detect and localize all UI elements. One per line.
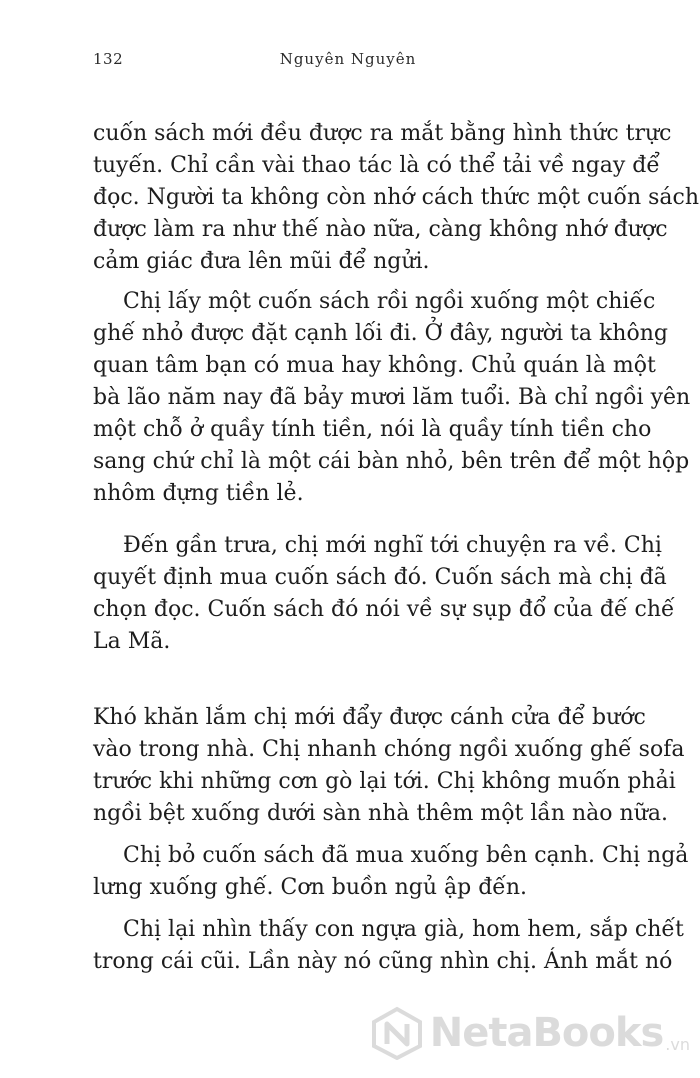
text-line: ghế nhỏ được đặt cạnh lối đi. Ở đây, người ta không — [93, 321, 668, 346]
text-line: nhôm đựng tiền lẻ. — [93, 481, 304, 506]
text-line: Chị lại nhìn thấy con ngựa già, hom hem, sắp chết — [123, 917, 684, 942]
text-line: La Mã. — [93, 629, 171, 654]
text-line: trước khi những cơn gò lại tới. Chị không muốn phải — [93, 769, 676, 794]
running-title: Nguyên Nguyên — [279, 50, 417, 68]
text-line: trong cái cũi. Lần này nó cũng nhìn chị. Ánh mắt nó — [93, 949, 673, 974]
text-line: vào trong nhà. Chị nhanh chóng ngồi xuống ghế sofa — [93, 737, 685, 762]
page-number: 132 — [93, 50, 124, 68]
page-header — [93, 50, 603, 74]
text-line: lưng xuống ghế. Cơn buồn ngủ ập đến. — [93, 875, 528, 900]
netabooks-logo-icon — [370, 1006, 424, 1060]
text-line: được làm ra như thế nào nữa, càng không nhớ được — [93, 217, 668, 242]
text-line: cảm giác đưa lên mũi để ngửi. — [93, 249, 430, 274]
text-line: Khó khăn lắm chị mới đẩy được cánh cửa để bước — [93, 705, 646, 730]
text-line: tuyến. Chỉ cần vài thao tác là có thể tải về ngay để — [93, 153, 660, 178]
text-line: một chỗ ở quầy tính tiền, nói là quầy tính tiền cho — [93, 417, 652, 442]
text-line: ngồi bệt xuống dưới sàn nhà thêm một lần nào nữa. — [93, 801, 668, 826]
text-line: sang chứ chỉ là một cái bàn nhỏ, bên trên để một hộp — [93, 449, 690, 474]
text-line: quan tâm bạn có mua hay không. Chủ quán là một — [93, 353, 656, 378]
text-line: bà lão năm nay đã bảy mươi lăm tuổi. Bà chỉ ngồi yên — [93, 385, 691, 410]
text-line: quyết định mua cuốn sách đó. Cuốn sách mà chị đã — [93, 565, 667, 590]
text-line: Chị lấy một cuốn sách rồi ngồi xuống một chiếc — [123, 289, 656, 314]
text-line: cuốn sách mới đều được ra mắt bằng hình thức trực — [93, 121, 672, 146]
text-line: Đến gần trưa, chị mới nghĩ tới chuyện ra về. Chị — [123, 533, 662, 558]
netabooks-watermark — [370, 1002, 690, 1064]
watermark-suffix: .vn — [665, 1035, 690, 1054]
text-line: chọn đọc. Cuốn sách đó nói về sự sụp đổ của đế chế — [93, 597, 675, 622]
watermark-brand: NetaBooks — [429, 1010, 664, 1056]
text-line: đọc. Người ta không còn nhớ cách thức một cuốn sách — [93, 185, 700, 210]
text-line: Chị bỏ cuốn sách đã mua xuống bên cạnh. Chị ngả — [123, 843, 689, 868]
